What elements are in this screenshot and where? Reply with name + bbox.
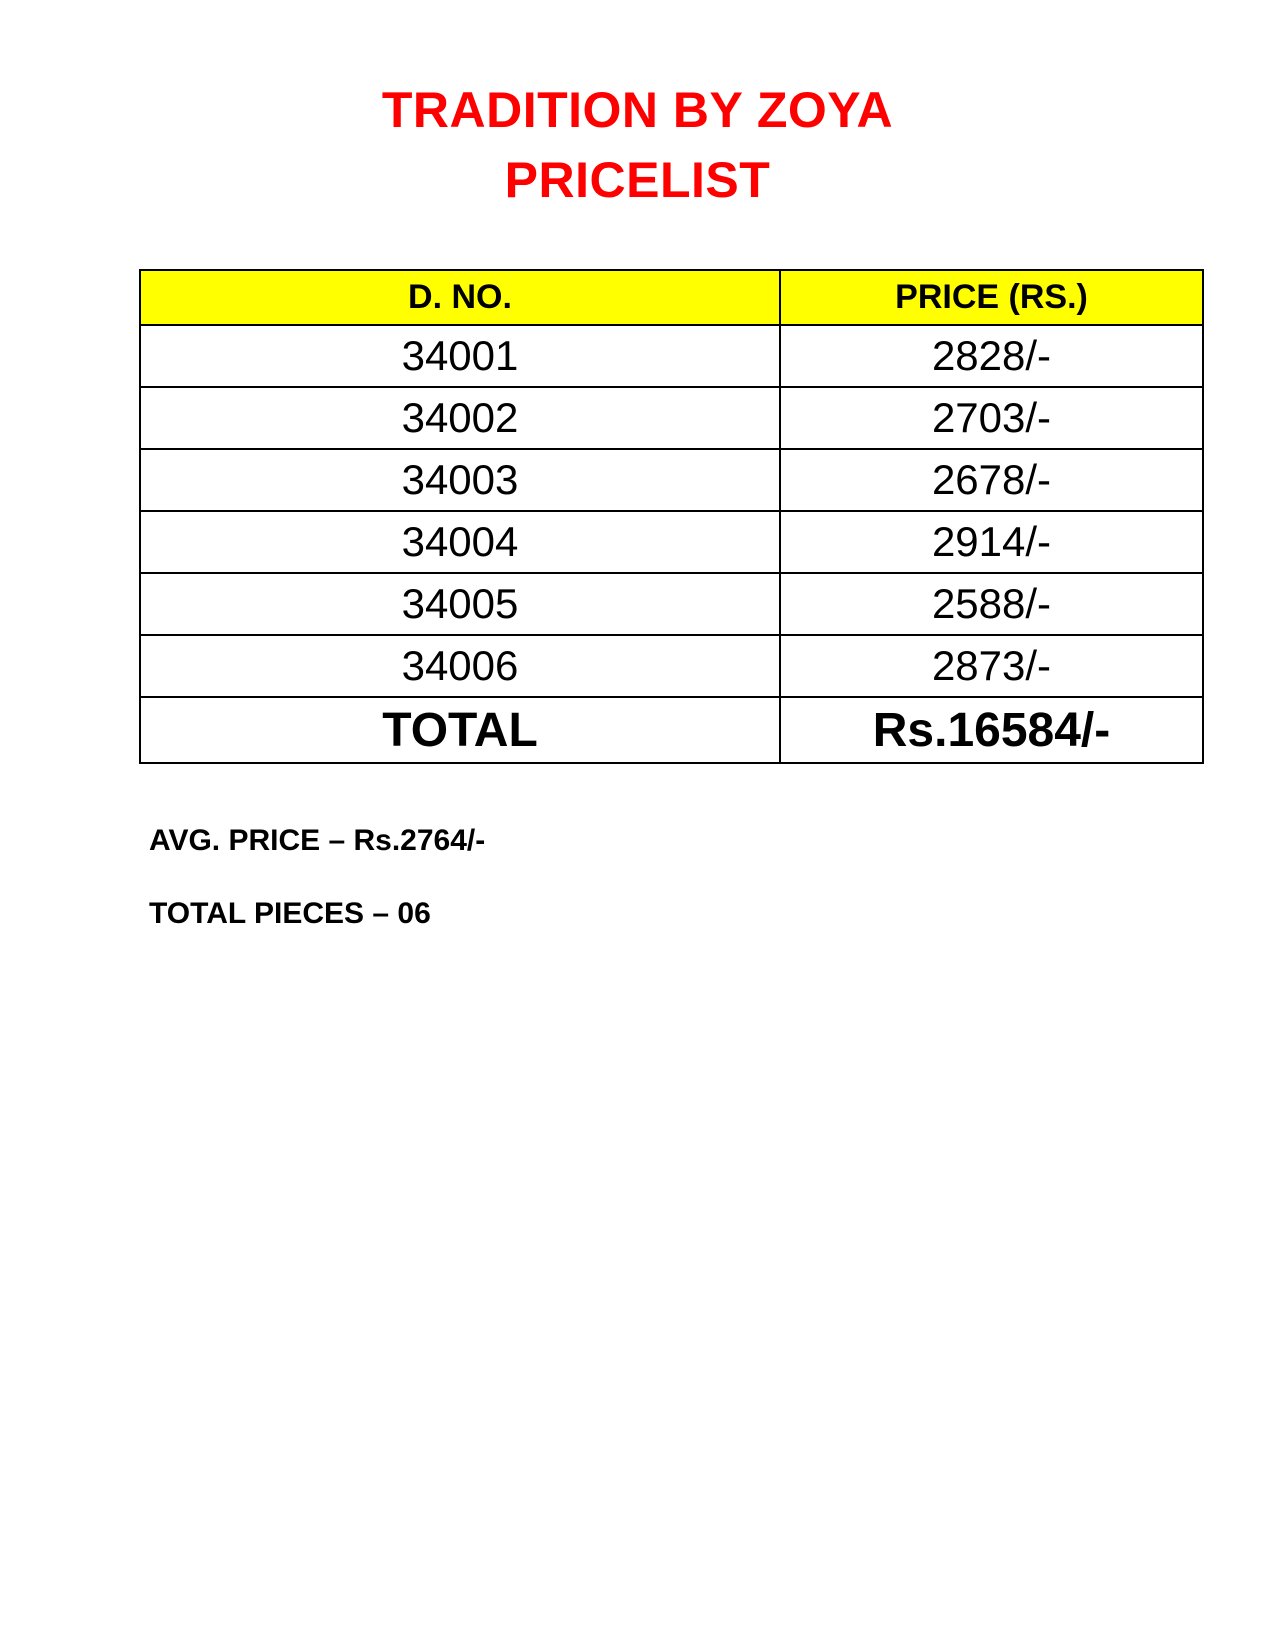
- cell-price: 2828/-: [780, 325, 1203, 387]
- cell-price: 2678/-: [780, 449, 1203, 511]
- cell-dno: 34005: [140, 573, 780, 635]
- total-value: Rs.16584/-: [780, 697, 1203, 763]
- avg-price-text: AVG. PRICE – Rs.2764/-: [149, 824, 486, 857]
- cell-dno: 34003: [140, 449, 780, 511]
- cell-dno: 34004: [140, 511, 780, 573]
- cell-dno: 34002: [140, 387, 780, 449]
- table-row: [140, 325, 1203, 387]
- table-row: [140, 449, 1203, 511]
- cell-dno: 34001: [140, 325, 780, 387]
- table-header-row: [140, 270, 1203, 325]
- total-label: TOTAL: [140, 697, 780, 763]
- table-row: [140, 573, 1203, 635]
- cell-price: 2703/-: [780, 387, 1203, 449]
- column-header-dno: D. NO.: [140, 270, 780, 325]
- cell-price: 2873/-: [780, 635, 1203, 697]
- page-title-brand: TRADITION BY ZOYA: [381, 82, 894, 138]
- total-pieces-text: TOTAL PIECES – 06: [149, 897, 431, 930]
- pricelist-table: [139, 269, 1204, 764]
- page-title-pricelist: PRICELIST: [504, 152, 771, 208]
- cell-price: 2914/-: [780, 511, 1203, 573]
- cell-dno: 34006: [140, 635, 780, 697]
- table-row: [140, 387, 1203, 449]
- column-header-price: PRICE (RS.): [780, 270, 1203, 325]
- table-row: [140, 511, 1203, 573]
- total-row: [140, 697, 1203, 763]
- table-row: [140, 635, 1203, 697]
- cell-price: 2588/-: [780, 573, 1203, 635]
